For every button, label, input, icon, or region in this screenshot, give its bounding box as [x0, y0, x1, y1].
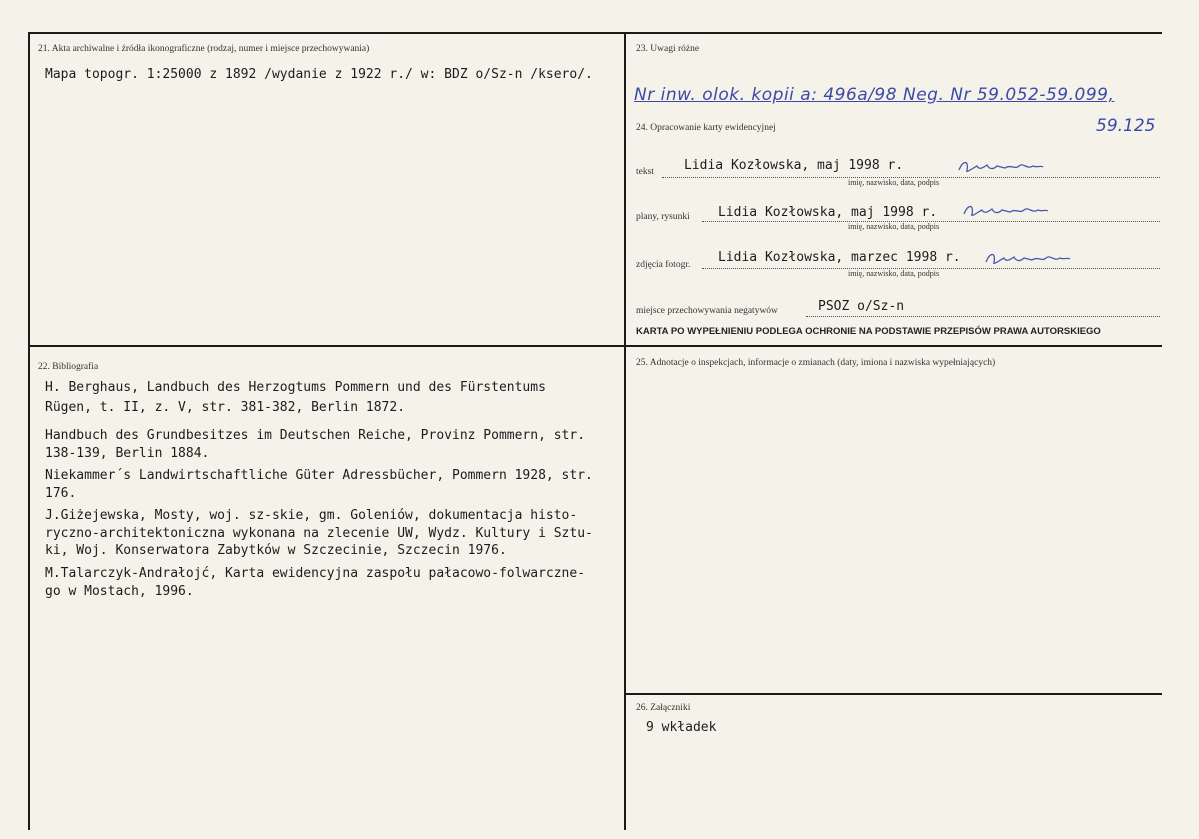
s24-row-text-sub: imię, nazwisko, data, podpis: [848, 178, 940, 187]
bib-line: 176.: [45, 486, 77, 501]
s23-label: 23. Uwagi różne: [636, 44, 700, 54]
s24-negatives-value: PSOZ o/Sz-n: [818, 299, 905, 314]
s23-handwritten-line2: 59.125: [1096, 116, 1156, 136]
bib-line: go w Mostach, 1996.: [45, 584, 194, 599]
signature-2: [960, 200, 1050, 222]
s21-label: 21. Akta archiwalne i źródła ikonograficzne (rodzaj, numer i miejsce przechowywania): [38, 44, 370, 54]
copyright-notice: KARTA PO WYPEŁNIENIU PODLEGA OCHRONIE NA PODSTAWIE PRZEPISÓW PRAWA AUTORSKIEGO: [636, 326, 1101, 337]
bib-line: Rügen, t. II, z. V, str. 381-382, Berlin 1872.: [45, 400, 406, 415]
s24-row-photos-value: Lidia Kozłowska, marzec 1998 r.: [718, 250, 961, 265]
s24-row-text-label: tekst: [636, 167, 654, 177]
top-border: [28, 32, 1162, 34]
s24-row-text-value: Lidia Kozłowska, maj 1998 r.: [684, 158, 904, 173]
left-border: [28, 32, 30, 830]
bib-line: ki, Woj. Konserwatora Zabytków w Szczecinie, Szczecin 1976.: [45, 543, 507, 558]
s24-row-plans-sub: imię, nazwisko, data, podpis: [848, 222, 940, 231]
bib-line: H. Berghaus, Landbuch des Herzogtums Pommern und des Fürstentums: [45, 380, 546, 395]
middle-divider: [28, 345, 1162, 347]
bib-line: J.Giżejewska, Mosty, woj. sz-skie, gm. Goleniów, dokumentacja histo-: [45, 508, 578, 523]
s24-label: 24. Opracowanie karty ewidencyjnej: [636, 123, 776, 133]
bib-line: Niekammer´s Landwirtschaftliche Güter Adressbücher, Pommern 1928, str.: [45, 468, 593, 483]
s24-negatives-label: miejsce przechowywania negatywów: [636, 306, 778, 316]
s22-label: 22. Bibliografia: [38, 362, 99, 372]
s24-row-plans-label: plany, rysunki: [636, 212, 690, 222]
bib-line: 138-139, Berlin 1884.: [45, 446, 210, 461]
s24-row-plans-value: Lidia Kozłowska, maj 1998 r.: [718, 205, 938, 220]
s26-label: 26. Załączniki: [636, 703, 691, 713]
s25-label: 25. Adnotacje o inspekcjach, informacje o zmianach (daty, imiona i nazwiska wypełniających): [636, 358, 996, 368]
s24-row-photos-sub: imię, nazwisko, data, podpis: [848, 269, 940, 278]
bib-line: Handbuch des Grundbesitzes im Deutschen Reiche, Provinz Pommern, str.: [45, 428, 586, 443]
signature-3: [982, 248, 1072, 270]
signature-1: [955, 156, 1045, 178]
bib-line: ryczno-architektoniczna wykonana na zlecenie UW, Wydz. Kultury i Sztu-: [45, 526, 593, 541]
s24-row-photos-label: zdjęcia fotogr.: [636, 260, 691, 270]
s24-negatives-line: [806, 316, 1160, 317]
s26-divider: [624, 693, 1162, 695]
s26-text: 9 wkładek: [646, 720, 717, 735]
s23-handwritten-line1: Nr inw. olok. kopii a: 496a/98 Neg. Nr 59.052-59.099,: [634, 85, 1115, 105]
s21-text: Mapa topogr. 1:25000 z 1892 /wydanie z 1922 r./ w: BDZ o/Sz-n /ksero/.: [45, 67, 593, 82]
bib-line: M.Talarczyk-Andrałojć, Karta ewidencyjna zaspołu pałacowo-folwarczne-: [45, 566, 586, 581]
center-divider: [624, 32, 626, 830]
